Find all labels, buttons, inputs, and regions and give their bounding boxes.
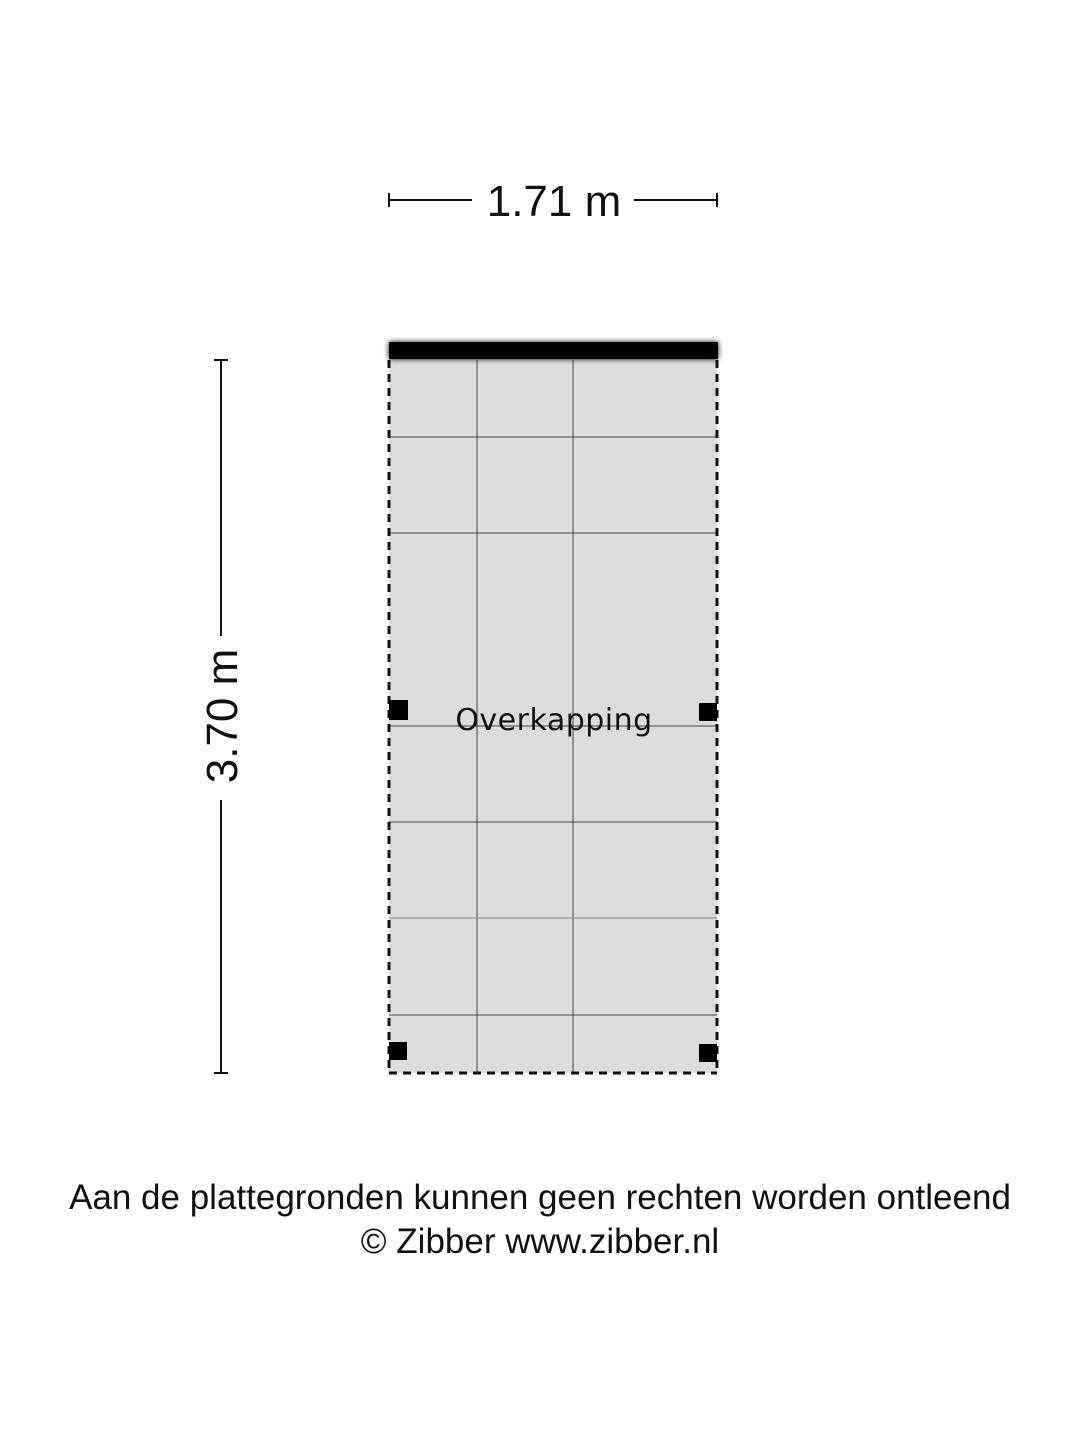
width-label: 1.71 m <box>486 177 622 226</box>
post-left-mid <box>389 700 408 720</box>
wall-top <box>389 342 718 359</box>
disclaimer-text: Aan de plattegronden kunnen geen rechten worden ontleend <box>69 1178 1011 1217</box>
post-right-mid <box>699 703 717 721</box>
height-label: 3.70 m <box>198 648 247 784</box>
post-right-bottom <box>699 1044 717 1062</box>
post-left-bottom <box>389 1042 407 1060</box>
room-label: Overkapping <box>455 703 653 738</box>
copyright-text: © Zibber www.zibber.nl <box>360 1222 720 1261</box>
